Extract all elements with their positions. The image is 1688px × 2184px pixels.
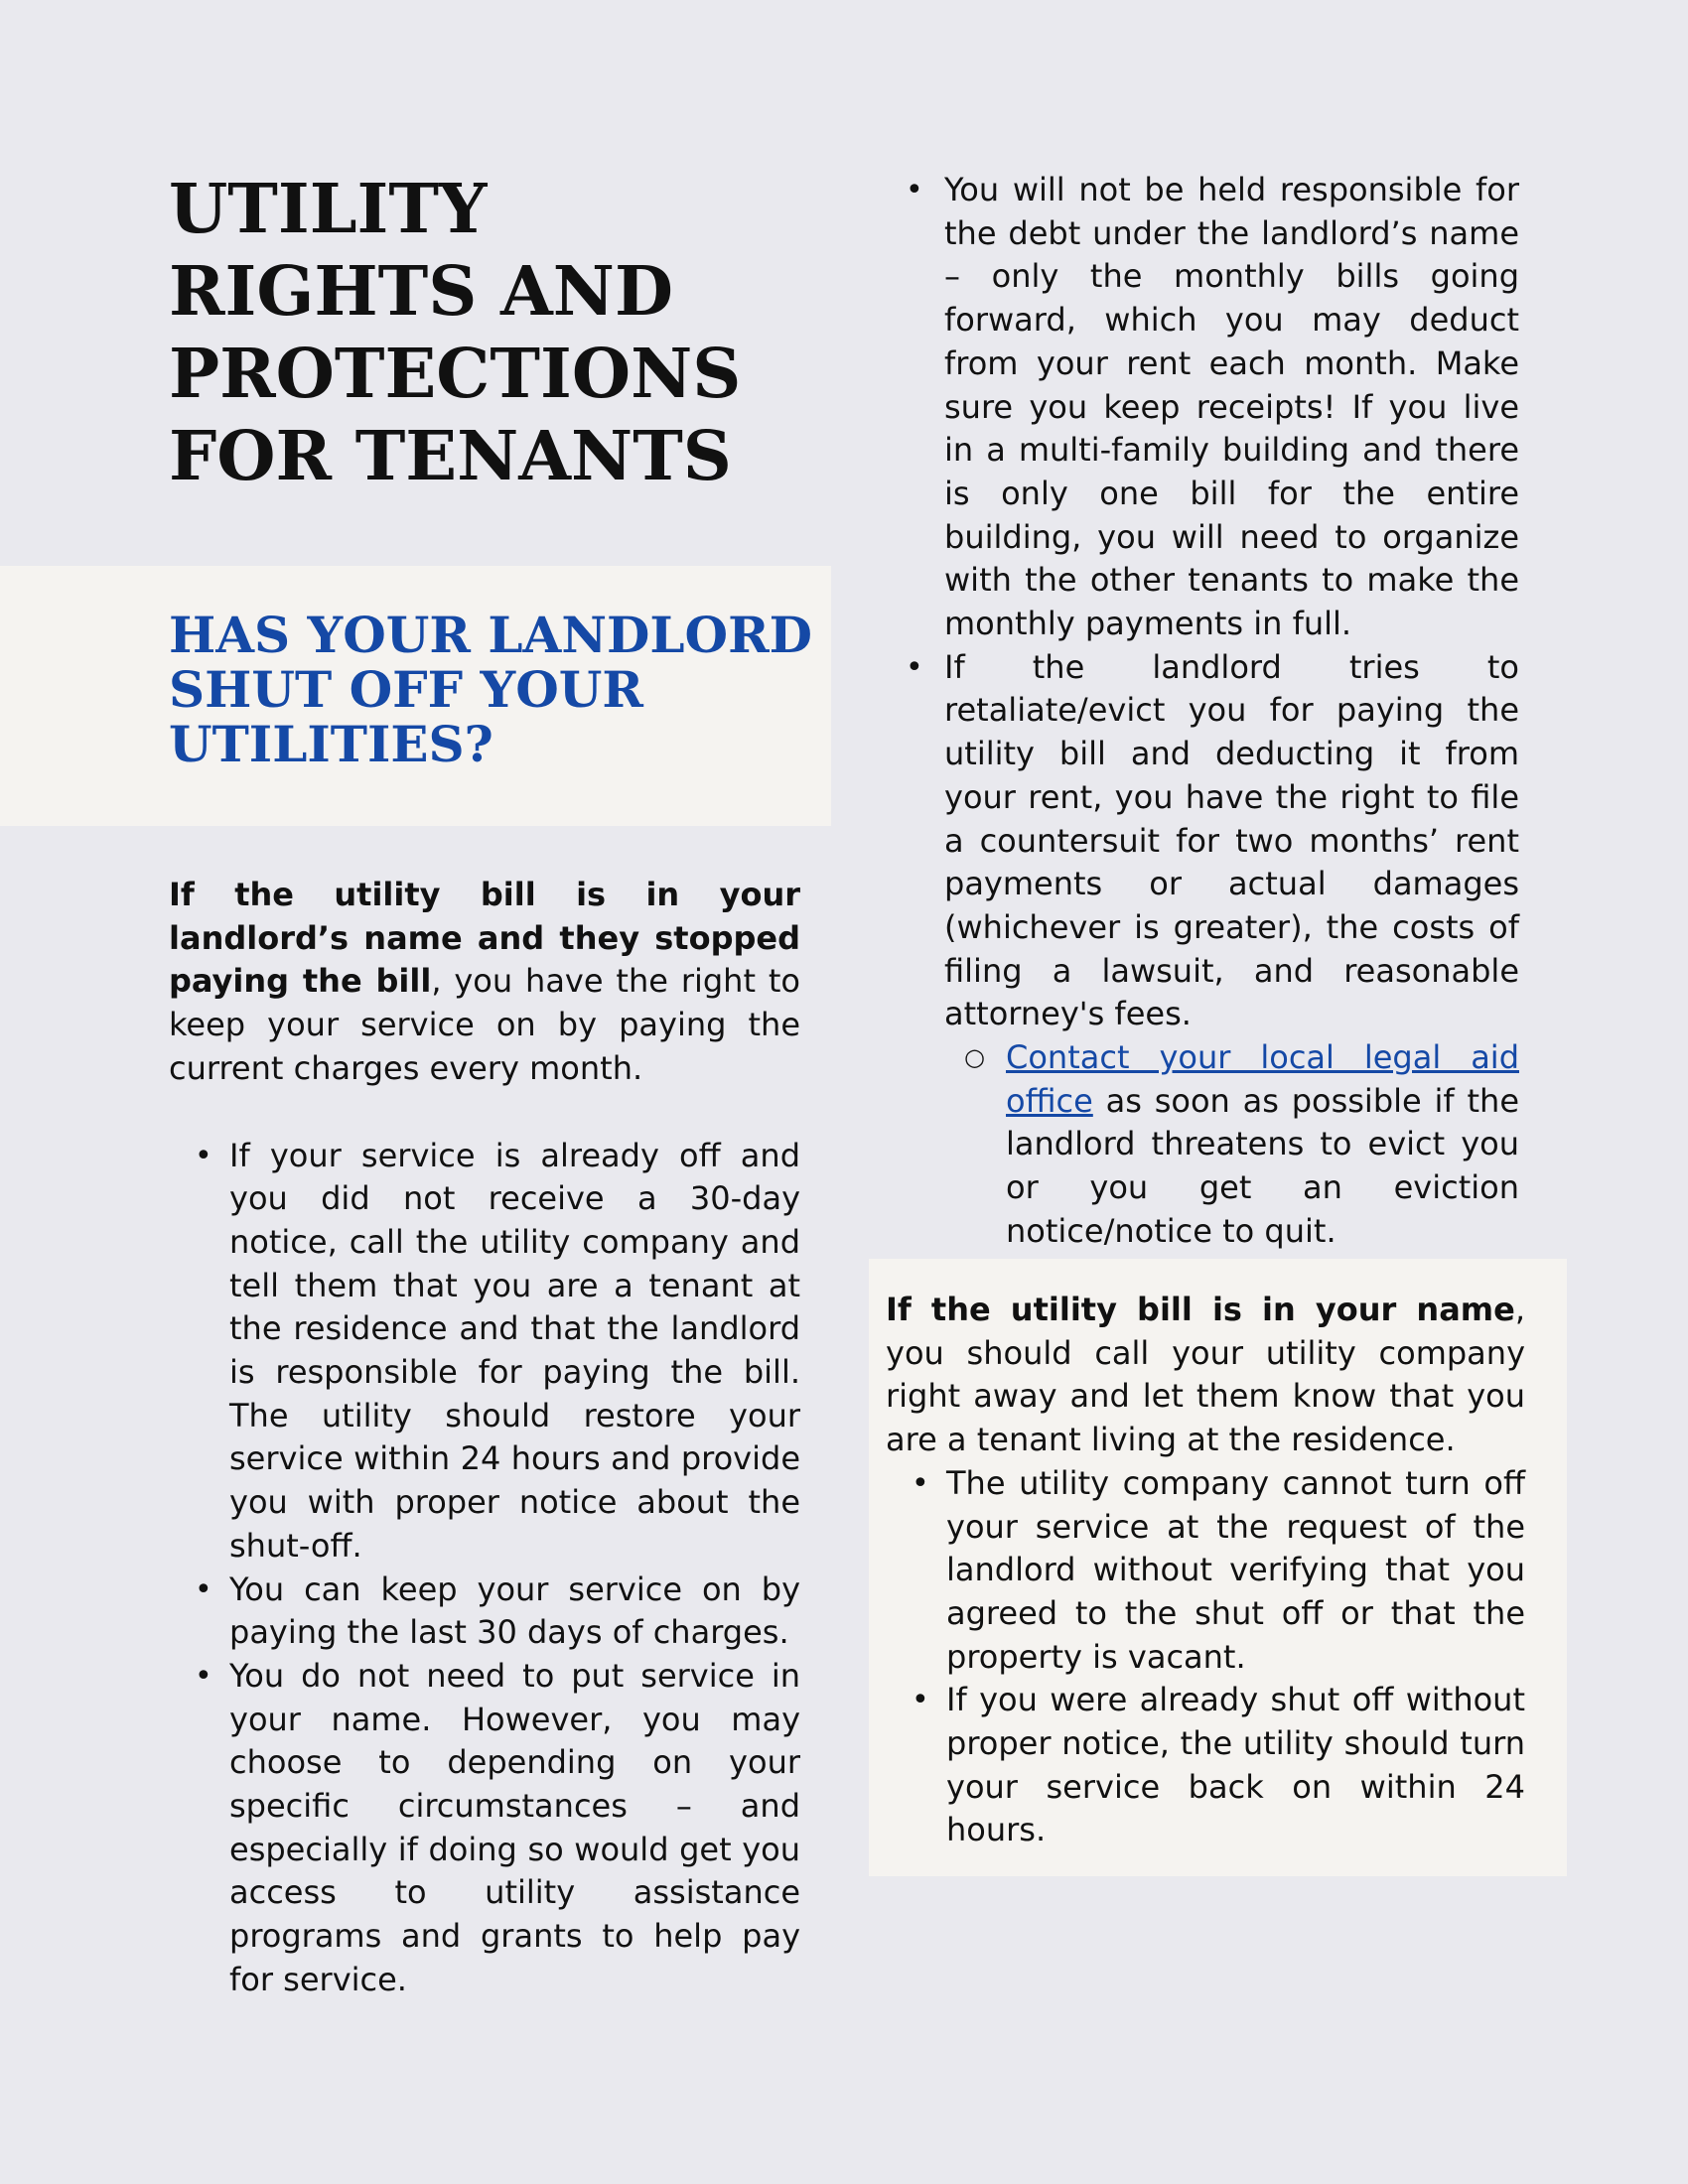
bullet-icon: • — [912, 1683, 929, 1718]
list-item-text: If you were already shut off without proper notice, the utility should turn your service back on within 24 hours. — [946, 1681, 1525, 1849]
list-item-text: You will not be held responsible for the debt under the landlord’s name – only the monthly bills going forward, which you may deduct from your rent each month. Make sure you keep receipts! If you live in a multi-family building and there is only one bill for the entire building, you will need to organize with the other tenants to make the monthly payments in full. — [944, 171, 1519, 643]
list-item-text: You can keep your service on by paying the last 30 days of charges. — [229, 1570, 800, 1652]
landlord-name-intro — [169, 874, 800, 1091]
bullet-icon: • — [195, 1658, 212, 1694]
list-item-text: The utility company cannot turn off your service at the request of the landlord without verifying that you agreed to the shut off or that the property is vacant. — [946, 1463, 1525, 1676]
your-name-section — [886, 1289, 1525, 1852]
bullet-icon: • — [912, 1465, 929, 1501]
list-item — [884, 646, 1519, 1254]
circle-bullet-icon: ○ — [964, 1043, 985, 1072]
sub-bullet-list — [944, 1036, 1519, 1254]
your-name-intro-rest: , you should call your utility company right away and let them know that you are a tenant living at the residence. — [886, 1291, 1525, 1459]
bullet-icon: • — [906, 173, 923, 207]
landlord-name-intro-bold: If the utility bill is in your landlord’s name and they stopped paying the bill — [169, 876, 800, 1001]
your-name-intro-bold: If the utility bill is in your name — [886, 1291, 1515, 1328]
list-item-text: If the landlord tries to retaliate/evict you for paying the utility bill and deducting it from your rent, you have the right to file a countersuit for two months’ rent payments or actual damages (whichever is greater), the costs of filing a lawsuit, and reasonable attorney's fees. — [944, 647, 1519, 1033]
your-name-bullet-list — [886, 1462, 1525, 1852]
list-item — [169, 1135, 800, 1569]
list-item-text: If your service is already off and you did not receive a 30-day notice, call the utility company and tell them that you are a tenant at the residence and that the landlord is responsible for paying the bill. The utility should restore your service within 24 hours and provide you with proper notice about the shut-off. — [229, 1136, 800, 1565]
right-column — [884, 169, 1519, 1254]
right-bullet-list — [884, 169, 1519, 1254]
sub-list-item-text: as soon as possible if the landlord threatens to evict you or you get an eviction notice/notice to quit. — [1006, 1081, 1519, 1250]
landlord-name-bullet-list — [169, 1135, 800, 2002]
list-item-text: You do not need to put service in your name. However, you may choose to depending on your specific circumstances – and especially if doing so would get you access to utility assistance programs and grants to help pay for service. — [229, 1656, 800, 1998]
landlord-name-intro-rest: , you have the right to keep your service on by paying the current charges every month. — [169, 962, 800, 1087]
section-subtitle: HAS YOUR LANDLORD SHUT OFF YOUR UTILITIES? — [169, 606, 812, 773]
bullet-icon: • — [195, 1571, 212, 1607]
page-title: UTILITY RIGHTS AND PROTECTIONS FOR TENANTS — [169, 170, 742, 496]
left-column — [169, 874, 800, 2002]
list-item — [884, 169, 1519, 646]
legal-aid-link[interactable]: Contact your local legal aid office — [1006, 1038, 1519, 1120]
list-item — [886, 1679, 1525, 1852]
bullet-icon: • — [906, 649, 923, 685]
list-item — [169, 1655, 800, 2002]
your-name-box — [869, 1259, 1567, 1876]
your-name-intro — [886, 1289, 1525, 1462]
list-item — [169, 1569, 800, 1655]
bullet-icon: • — [195, 1138, 212, 1173]
sub-list-item — [944, 1036, 1519, 1254]
list-item — [886, 1462, 1525, 1680]
subtitle-band — [0, 566, 831, 826]
